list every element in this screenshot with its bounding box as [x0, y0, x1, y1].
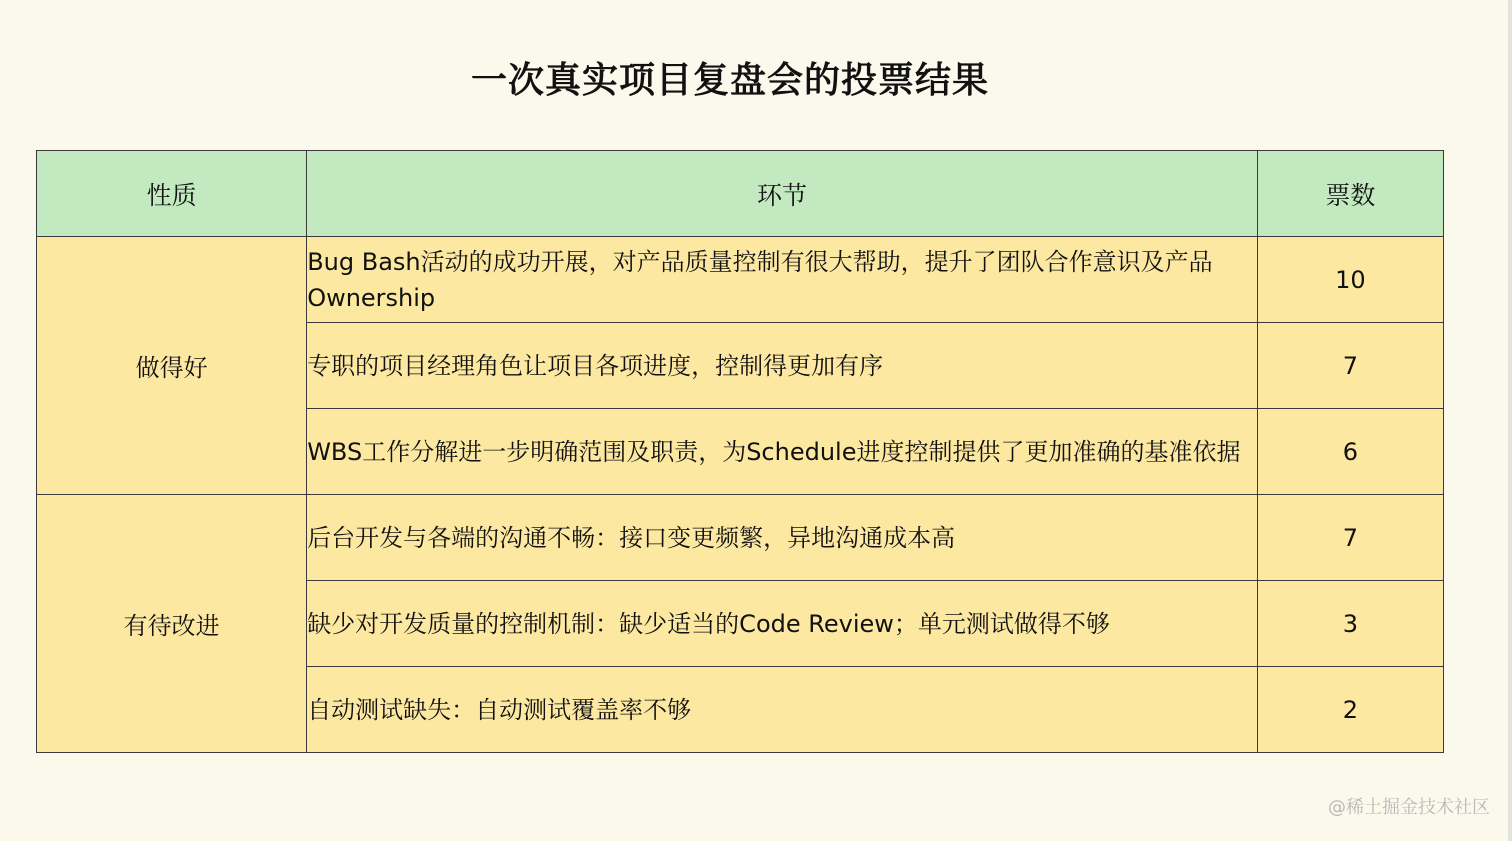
item-cell: 自动测试缺失：自动测试覆盖率不够: [307, 667, 1258, 753]
votes-cell: 7: [1257, 495, 1443, 581]
item-cell: 专职的项目经理角色让项目各项进度，控制得更加有序: [307, 323, 1258, 409]
table-header-row: [37, 151, 1444, 237]
item-cell: WBS工作分解进一步明确范围及职责，为Schedule进度控制提供了更加准确的基准依据: [307, 409, 1258, 495]
item-cell: 缺少对开发质量的控制机制：缺少适当的Code Review；单元测试做得不够: [307, 581, 1258, 667]
vote-results-table: [36, 150, 1444, 753]
nature-cell-good: 做得好: [37, 237, 307, 495]
nature-cell-improve: 有待改进: [37, 495, 307, 753]
header-nature: 性质: [37, 151, 307, 237]
right-edge-strip: [1508, 0, 1512, 841]
header-votes: 票数: [1257, 151, 1443, 237]
votes-cell: 2: [1257, 667, 1443, 753]
page-title: 一次真实项目复盘会的投票结果: [470, 60, 989, 101]
votes-cell: 6: [1257, 409, 1443, 495]
item-cell: Bug Bash活动的成功开展，对产品质量控制有很大帮助，提升了团队合作意识及产品Ownership: [307, 237, 1258, 323]
table-row: [37, 495, 1444, 581]
header-item: 环节: [307, 151, 1258, 237]
table-row: [37, 237, 1444, 323]
votes-cell: 10: [1257, 237, 1443, 323]
watermark: @稀土掘金技术社区: [1328, 797, 1490, 818]
item-cell: 后台开发与各端的沟通不畅：接口变更频繁，异地沟通成本高: [307, 495, 1258, 581]
votes-cell: 7: [1257, 323, 1443, 409]
votes-cell: 3: [1257, 581, 1443, 667]
